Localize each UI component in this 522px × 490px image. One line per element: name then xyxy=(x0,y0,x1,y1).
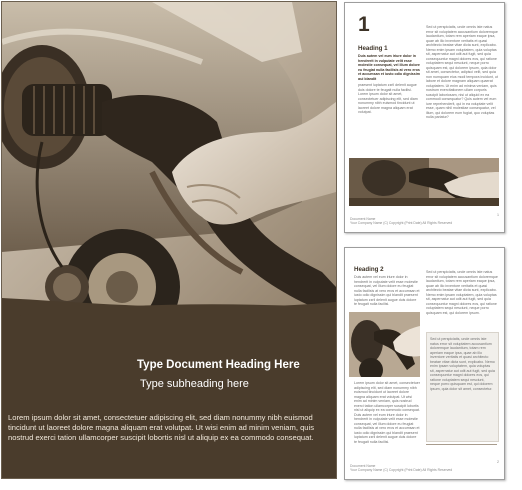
cover-body-text: Lorem ipsum dolor sit amet, consectetuer adipiscing elit, sed diam nonummy nibh euismod tincidunt ut laoreet dolore magna aliquam erat volutpat. Ut wisi enim ad minim veniam, quis nostrud exerci tation ullamcorper suscipit lobortis nisl ut aliquip ex ea commodo consequat. xyxy=(8,413,315,442)
cover-photo xyxy=(2,2,336,318)
heading-1: Heading 1 xyxy=(358,45,388,52)
page-1-photo xyxy=(349,158,499,206)
column-1-text: praesent luptatum zzril delenit augue duis dolore te feugait nulla facilisi. Lorem ipsum dolor sit amet, consectetuer adipiscing elit, sed diam nonummy nibh euismod tincidunt ut laoreet dolore magna aliquam erat volutpat. xyxy=(358,83,418,114)
cover-text-band xyxy=(2,318,336,478)
page-2-photo xyxy=(349,312,420,377)
page-2-footer xyxy=(350,464,452,472)
page-1-footer xyxy=(350,217,452,225)
page-thumbnail-1[interactable] xyxy=(344,2,505,233)
footer-document-name: Document Name xyxy=(350,464,376,468)
sidebar-text: Sed ut perspiciatis, unde omnis iste natus error sit voluptatem accusantium doloremque laudantium, totam rem aperiam eaque ipsa, quae ab illo inventore veritatis et quasi architecto beatae vitae dicta sunt, explicabo. Nemo enim ipsam voluptatem, quia voluptas sit, aspernatur aut odit aut fugit, sed quia consequuntur magni dolores eos, qui ratione voluptatem sequi nesciunt, neque porro quisquam est, qui dolorem ipsum, quia dolor sit amet, consectetur. xyxy=(430,337,495,391)
page-thumbnail-2[interactable] xyxy=(344,247,505,480)
footer-document-name: Document Name xyxy=(350,217,376,221)
sidebar-box xyxy=(426,332,499,442)
lead-paragraph: Duis autem vel eum iriure dolor in hendrerit in vulputate velit esse molestie consequat, vel illum dolore eu feugiat nulla facilisis at vero eros et accumsan et iusto odio dignissim qui blandit xyxy=(358,54,420,80)
heading-2: Heading 2 xyxy=(354,266,384,273)
footer-page-number: 2 xyxy=(497,460,499,464)
footer-copyright: Your Company Name (C) Copyright (Print Date) All Rights Reserved xyxy=(350,468,453,473)
document-subheading: Type subheading here xyxy=(140,378,249,390)
footer-copyright: Your Company Name (C) Copyright (Print Date) All Rights Reserved xyxy=(350,221,453,226)
page-number-large: 1 xyxy=(358,13,370,36)
footer-page-number: 1 xyxy=(497,213,499,217)
column-1-text: Duis autem vel eum iriure dolor in hendrerit in vulputate velit esse molestie consequat, vel illum dolore eu feugiat nulla facilisis at vero eros et accumsan et iusto odio dignissim qui blandit praesent luptatum zzril delenit augue duis dolore te feugait nulla facilisi. xyxy=(354,275,420,306)
column-2-text: Sed ut perspiciatis, unde omnis iste natus error sit voluptatem accusantium doloremque laudantium, totam rem aperiam eaque ipsa, quae ab illo inventore veritatis et quasi architecto beatae vitae dicta sunt, explicabo. Nemo enim ipsam voluptatem, quia voluptas sit, aspernatur aut odit aut fugit, sed quia consequuntur magni dolores eos, qui ratione voluptatem sequi nesciunt, neque porro quisquam est, qui dolorem ipsum, quia dolor sit amet, consectetur, adipisci velit, sed quia non numquam eius modi tempora incidunt, ut labore et dolore magnam aliquam quaerat voluptatem. Ut enim ad minima veniam, quis nostrum exercitationem ullam corporis suscipit laboriosam, nisi ut aliquid ex ea commodi consequatur? Quis autem vel eum iure reprehenderit, qui in ea voluptate velit esse, quam nihil molestiae consequatur, vel illum, qui dolorem eum fugiat, quo voluptas nulla pariatur? xyxy=(426,25,498,119)
sidebar-rule xyxy=(426,444,497,445)
fuel-pump-photo xyxy=(2,2,336,318)
column-1-text-continued: Lorem ipsum dolor sit amet, consectetuer adipiscing elit, sed diam nonummy nibh euismod tincidunt ut laoreet dolore magna aliquam erat volutpat. Ut wisi enim ad minim veniam, quis nostrud exerci tation ullamcorper suscipit lobortis nisl ut aliquip ex ea commodo consequat. Duis autem vel eum iriure dolor in hendrerit in vulputate velit esse molestie consequat, vel illum dolore eu feugiat nulla facilisis at vero eros et accumsan et iusto odio dignissim qui blandit praesent luptatum zzril delenit augue duis dolore te feugait nulla facilisi. xyxy=(354,381,420,444)
column-2-text: Sed ut perspiciatis, unde omnis iste natus error sit voluptatem accusantium doloremque laudantium, totam rem aperiam eaque ipsa, quae ab illo inventore veritatis et quasi architecto beatae vitae dicta sunt, explicabo. Nemo enim ipsam voluptatem, quia voluptas sit, aspernatur aut odit aut fugit, sed quia consequuntur magni dolores eos, qui ratione voluptatem sequi nesciunt, neque porro quisquam est, qui dolorem ipsum. xyxy=(426,270,498,315)
cover-page xyxy=(1,1,337,479)
document-heading: Type Document Heading Here xyxy=(137,359,300,371)
